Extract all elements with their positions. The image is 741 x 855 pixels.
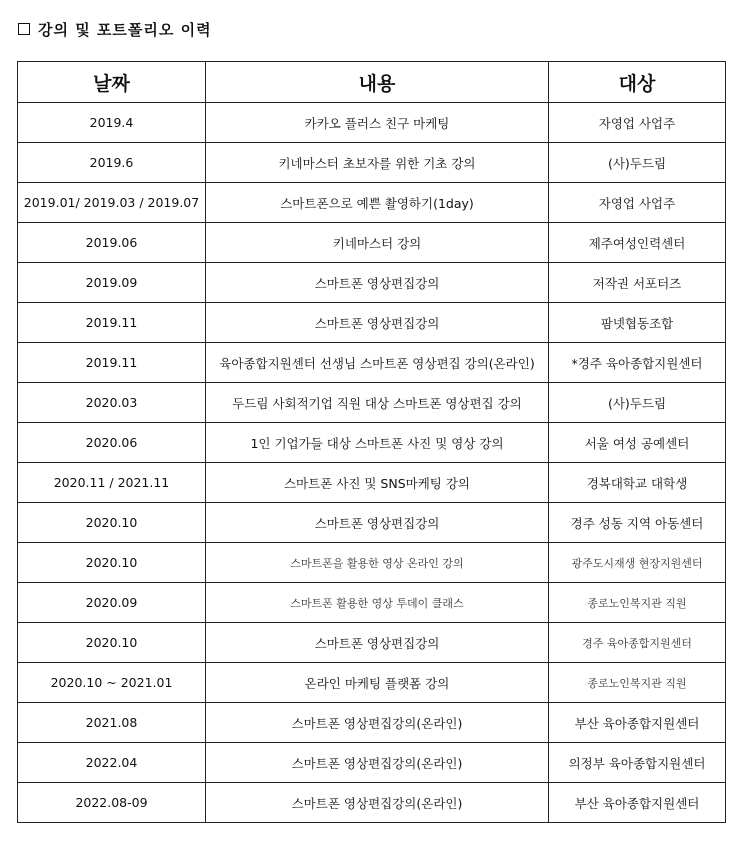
cell-target: (사)두드림	[549, 143, 726, 183]
cell-content: 키네마스터 강의	[206, 223, 549, 263]
cell-date: 2020.10	[18, 503, 206, 543]
cell-content: 스마트폰 영상편집강의(온라인)	[206, 743, 549, 783]
table-row	[18, 743, 726, 783]
cell-content: 스마트폰 영상편집강의(온라인)	[206, 703, 549, 743]
cell-content: 스마트폰 영상편집강의	[206, 623, 549, 663]
table-row	[18, 423, 726, 463]
checkbox-square-icon	[18, 23, 30, 35]
cell-target: 부산 육아종합지원센터	[549, 783, 726, 823]
cell-content: 키네마스터 초보자를 위한 기초 강의	[206, 143, 549, 183]
section-title: 강의 및 포트폴리오 이력	[38, 20, 212, 39]
table-row	[18, 143, 726, 183]
table-row	[18, 543, 726, 583]
cell-target: 팜넷협동조합	[549, 303, 726, 343]
cell-content: 스마트폰 영상편집강의(온라인)	[206, 783, 549, 823]
table-row	[18, 343, 726, 383]
cell-date: 2022.04	[18, 743, 206, 783]
cell-content: 스마트폰으로 예쁜 촬영하기(1day)	[206, 183, 549, 223]
header-date: 날짜	[18, 62, 206, 103]
cell-target: 의정부 육아종합지원센터	[549, 743, 726, 783]
table-row	[18, 703, 726, 743]
table-row	[18, 463, 726, 503]
cell-date: 2019.6	[18, 143, 206, 183]
section-heading	[18, 18, 212, 40]
cell-content: 스마트폰 영상편집강의	[206, 263, 549, 303]
cell-target: 제주여성인력센터	[549, 223, 726, 263]
cell-target: 서울 여성 공예센터	[549, 423, 726, 463]
cell-content: 스마트폰 영상편집강의	[206, 303, 549, 343]
cell-date: 2020.03	[18, 383, 206, 423]
cell-date: 2019.11	[18, 303, 206, 343]
cell-date: 2019.09	[18, 263, 206, 303]
cell-target: 종로노인복지관 직원	[549, 663, 726, 703]
cell-target: 경복대학교 대학생	[549, 463, 726, 503]
cell-date: 2020.06	[18, 423, 206, 463]
table-row	[18, 223, 726, 263]
header-target: 대상	[549, 62, 726, 103]
cell-date: 2019.01/ 2019.03 / 2019.07	[18, 183, 206, 223]
table-row	[18, 303, 726, 343]
cell-date: 2020.10	[18, 543, 206, 583]
cell-date: 2019.06	[18, 223, 206, 263]
cell-content: 온라인 마케팅 플랫폼 강의	[206, 663, 549, 703]
table-row	[18, 183, 726, 223]
cell-target: 저작권 서포터즈	[549, 263, 726, 303]
cell-target: 부산 육아종합지원센터	[549, 703, 726, 743]
header-content: 내용	[206, 62, 549, 103]
cell-date: 2020.11 / 2021.11	[18, 463, 206, 503]
cell-date: 2020.10 ~ 2021.01	[18, 663, 206, 703]
cell-content: 육아종합지원센터 선생님 스마트폰 영상편집 강의(온라인)	[206, 343, 549, 383]
cell-content: 두드림 사회적기업 직원 대상 스마트폰 영상편집 강의	[206, 383, 549, 423]
cell-content: 스마트폰을 활용한 영상 온라인 강의	[206, 543, 549, 583]
lecture-history-table	[17, 61, 726, 823]
cell-date: 2019.4	[18, 103, 206, 143]
cell-date: 2019.11	[18, 343, 206, 383]
cell-date: 2020.10	[18, 623, 206, 663]
cell-content: 스마트폰 영상편집강의	[206, 503, 549, 543]
table-row	[18, 583, 726, 623]
cell-target: 경주 육아종합지원센터	[549, 623, 726, 663]
cell-target: (사)두드림	[549, 383, 726, 423]
cell-date: 2020.09	[18, 583, 206, 623]
table-header-row	[18, 62, 726, 103]
cell-target: 광주도시재생 현장지원센터	[549, 543, 726, 583]
cell-target: 자영업 사업주	[549, 103, 726, 143]
table-row	[18, 783, 726, 823]
cell-target: 경주 성동 지역 아동센터	[549, 503, 726, 543]
cell-content: 카카오 플러스 친구 마케팅	[206, 103, 549, 143]
table-row	[18, 383, 726, 423]
cell-content: 스마트폰 활용한 영상 투데이 클래스	[206, 583, 549, 623]
table-row	[18, 623, 726, 663]
cell-target: 자영업 사업주	[549, 183, 726, 223]
cell-content: 1인 기업가들 대상 스마트폰 사진 및 영상 강의	[206, 423, 549, 463]
cell-target: *경주 육아종합지원센터	[549, 343, 726, 383]
table-row	[18, 503, 726, 543]
table-row	[18, 263, 726, 303]
table-row	[18, 103, 726, 143]
cell-target: 종로노인복지관 직원	[549, 583, 726, 623]
cell-content: 스마트폰 사진 및 SNS마케팅 강의	[206, 463, 549, 503]
table-row	[18, 663, 726, 703]
cell-date: 2022.08-09	[18, 783, 206, 823]
cell-date: 2021.08	[18, 703, 206, 743]
